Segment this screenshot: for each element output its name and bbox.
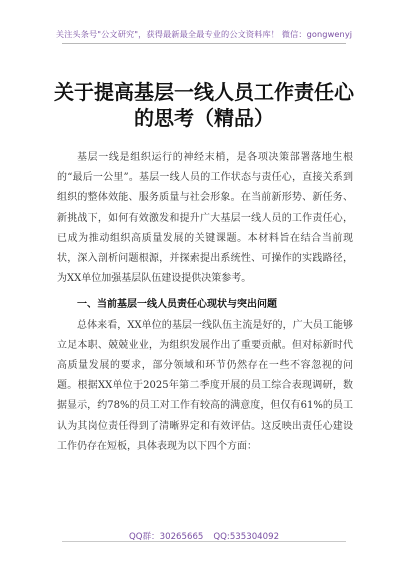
page-header [0,0,408,41]
footer-qq: QQ:535304092 [213,532,280,542]
title-line-1: 关于提高基层一线人员工作责任心 [54,80,354,104]
section-1-paragraph: 总体来看，XX单位的基层一线队伍主流是好的，广大员工能够立足本职、兢兢业业，为组织发展作出了重要贡献。但对标新时代高质量发展的要求，部分领域和环节仍然存在一些不容忽视的问题。根据XX单位于2025年第二季度开展的员工综合表现调研，数据显示，约78%的员工对工作有较高的满意度，但仅有61%的员工认为其岗位责任得到了清晰界定和有效评估。这反映出责任心建设工作仍存在短板，具体表现为以下四个方面： [57,319,353,452]
header-promo-text: 关注头条号"公文研究"，获得最新最全最专业的公文资料库！ 微信：gongwenyj [55,29,353,39]
intro-paragraph: 基层一线是组织运行的神经末梢，是各项决策部署落地生根的“最后一公里”。基层一线人员的工作状态与责任心，直接关系到组织的整体效能、服务质量与社会形象。在当前新形势、新任务、新挑战下，如何有效激发和提升广大基层一线人员的工作责任心，已成为推动组织高质量发展的关键课题。本材料旨在结合当前现状，深入剖析问题根源，并探索提出系统性、可操作的实践路径，为XX单位加强基层队伍建设提供决策参考。 [57,152,353,285]
footer-qq-group: QQ群：30265665 [128,532,204,542]
document-title [0,79,408,131]
document-body [57,148,353,457]
section-1-heading: 一、当前基层一线人员责任心现状与突出问题 [77,299,277,311]
header-divider [62,43,346,44]
title-line-2: 的思考（精品） [134,106,274,130]
page-footer [0,530,408,542]
